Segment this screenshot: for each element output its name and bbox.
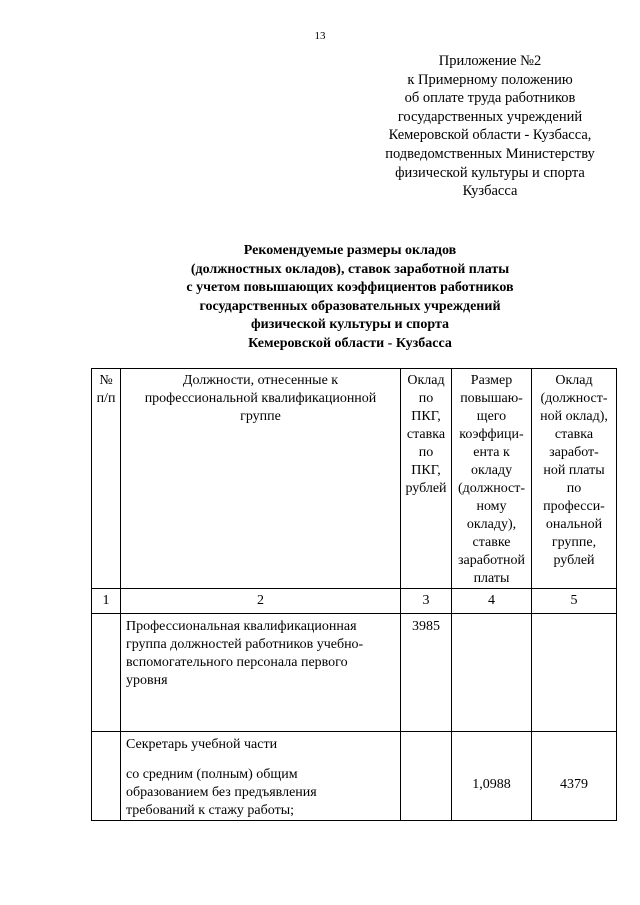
header-line: Оклад — [555, 373, 593, 388]
header-line: (должност- — [540, 391, 608, 406]
header-number — [92, 369, 121, 589]
header-line: группе, — [551, 535, 597, 550]
header-line: рублей — [405, 481, 447, 496]
coefficient-value: 1,0988 — [472, 777, 511, 792]
position-row-index — [92, 732, 121, 821]
header-line: Должности, отнесенные к — [182, 373, 339, 388]
header-coefficient — [452, 369, 532, 589]
header-line: ной платы — [543, 463, 605, 478]
header-line: (должност- — [457, 481, 526, 496]
header-line: п/п — [96, 391, 116, 406]
header-line: ному — [476, 499, 507, 514]
header-line: ональной — [545, 517, 603, 532]
group-line: группа должностей работников учебно- — [126, 637, 364, 652]
header-positions — [121, 369, 401, 589]
header-line: коэффици- — [459, 427, 524, 442]
column-number: 4 — [452, 589, 532, 614]
appendix-line: Кузбасса — [462, 183, 518, 200]
appendix-line: физической культуры и спорта — [395, 164, 585, 181]
header-line: по — [418, 391, 434, 406]
header-line: професси- — [543, 499, 605, 514]
position-base-salary — [401, 732, 452, 821]
title-line: (должностных окладов), ставок заработной платы — [190, 261, 510, 277]
header-line: повышаю- — [460, 391, 523, 406]
header-line: заработной — [458, 553, 525, 568]
header-line: окладу — [470, 463, 513, 478]
salary-table — [91, 368, 617, 821]
group-base-salary: 3985 — [401, 614, 452, 732]
title-line: государственных образовательных учреждений — [199, 298, 501, 314]
title-line: Рекомендуемые размеры окладов — [243, 243, 457, 258]
header-line: профессиональной квалификационной — [144, 391, 377, 406]
column-number: 1 — [92, 589, 121, 614]
header-line: ПКГ, — [411, 463, 441, 478]
group-line: вспомогательного персонала первого — [126, 655, 348, 670]
header-line: окладу), — [466, 517, 517, 532]
header-line: ставке — [472, 535, 511, 550]
condition-line: образованием без предъявления — [126, 785, 317, 800]
header-line: щего — [476, 409, 507, 424]
appendix-line: Приложение №2 — [438, 53, 542, 69]
appendix-line: Кемеровской области - Кузбасса, — [388, 127, 592, 144]
appendix-line: к Примерному положению — [407, 71, 573, 88]
header-line: № — [99, 373, 113, 388]
column-number: 3 — [401, 589, 452, 614]
condition-line: со средним (полным) общим — [126, 767, 298, 782]
column-number: 2 — [121, 589, 401, 614]
header-line: по — [566, 481, 582, 496]
header-line: по — [418, 445, 434, 460]
header-line: группе — [240, 409, 281, 424]
column-number: 5 — [532, 589, 617, 614]
position-salary — [532, 732, 617, 821]
header-line: рублей — [553, 553, 595, 568]
header-line: платы — [473, 571, 510, 586]
page-number: 13 — [314, 30, 326, 42]
appendix-line: подведомственных Министерству — [385, 145, 595, 162]
position-description — [121, 732, 401, 821]
header-line: ставка — [554, 427, 594, 442]
header-line: Оклад — [407, 373, 445, 388]
group-line: Профессиональная квалификационная — [126, 619, 357, 634]
position-coefficient — [452, 732, 532, 821]
header-salary — [532, 369, 617, 589]
title-line: Кемеровской области - Кузбасса — [248, 335, 452, 351]
appendix-line: об оплате труда работников — [404, 90, 576, 107]
condition-line: требований к стажу работы; — [126, 803, 294, 818]
header-line: заработ- — [549, 445, 599, 460]
position-title: Секретарь учебной части — [126, 737, 278, 752]
group-line: уровня — [126, 673, 168, 688]
header-line: ставка — [406, 427, 446, 442]
appendix-line: государственных учреждений — [397, 108, 583, 125]
group-salary — [532, 614, 617, 732]
numbering-row — [92, 589, 617, 614]
header-line: ной оклад), — [540, 409, 608, 424]
group-row — [92, 614, 617, 732]
group-description — [121, 614, 401, 732]
header-line: ПКГ, — [411, 409, 441, 424]
appendix-heading — [370, 52, 610, 201]
header-line: ента к — [473, 445, 510, 460]
position-row — [92, 732, 617, 821]
salary-value: 4379 — [560, 777, 588, 792]
header-line: Размер — [470, 373, 513, 388]
header-base-salary — [401, 369, 452, 589]
group-coefficient — [452, 614, 532, 732]
title-line: физической культуры и спорта — [250, 317, 450, 333]
title-line: с учетом повышающих коэффициентов работников — [186, 280, 514, 296]
table-header-row — [92, 369, 617, 589]
document-title — [120, 242, 580, 354]
group-row-index — [92, 614, 121, 732]
